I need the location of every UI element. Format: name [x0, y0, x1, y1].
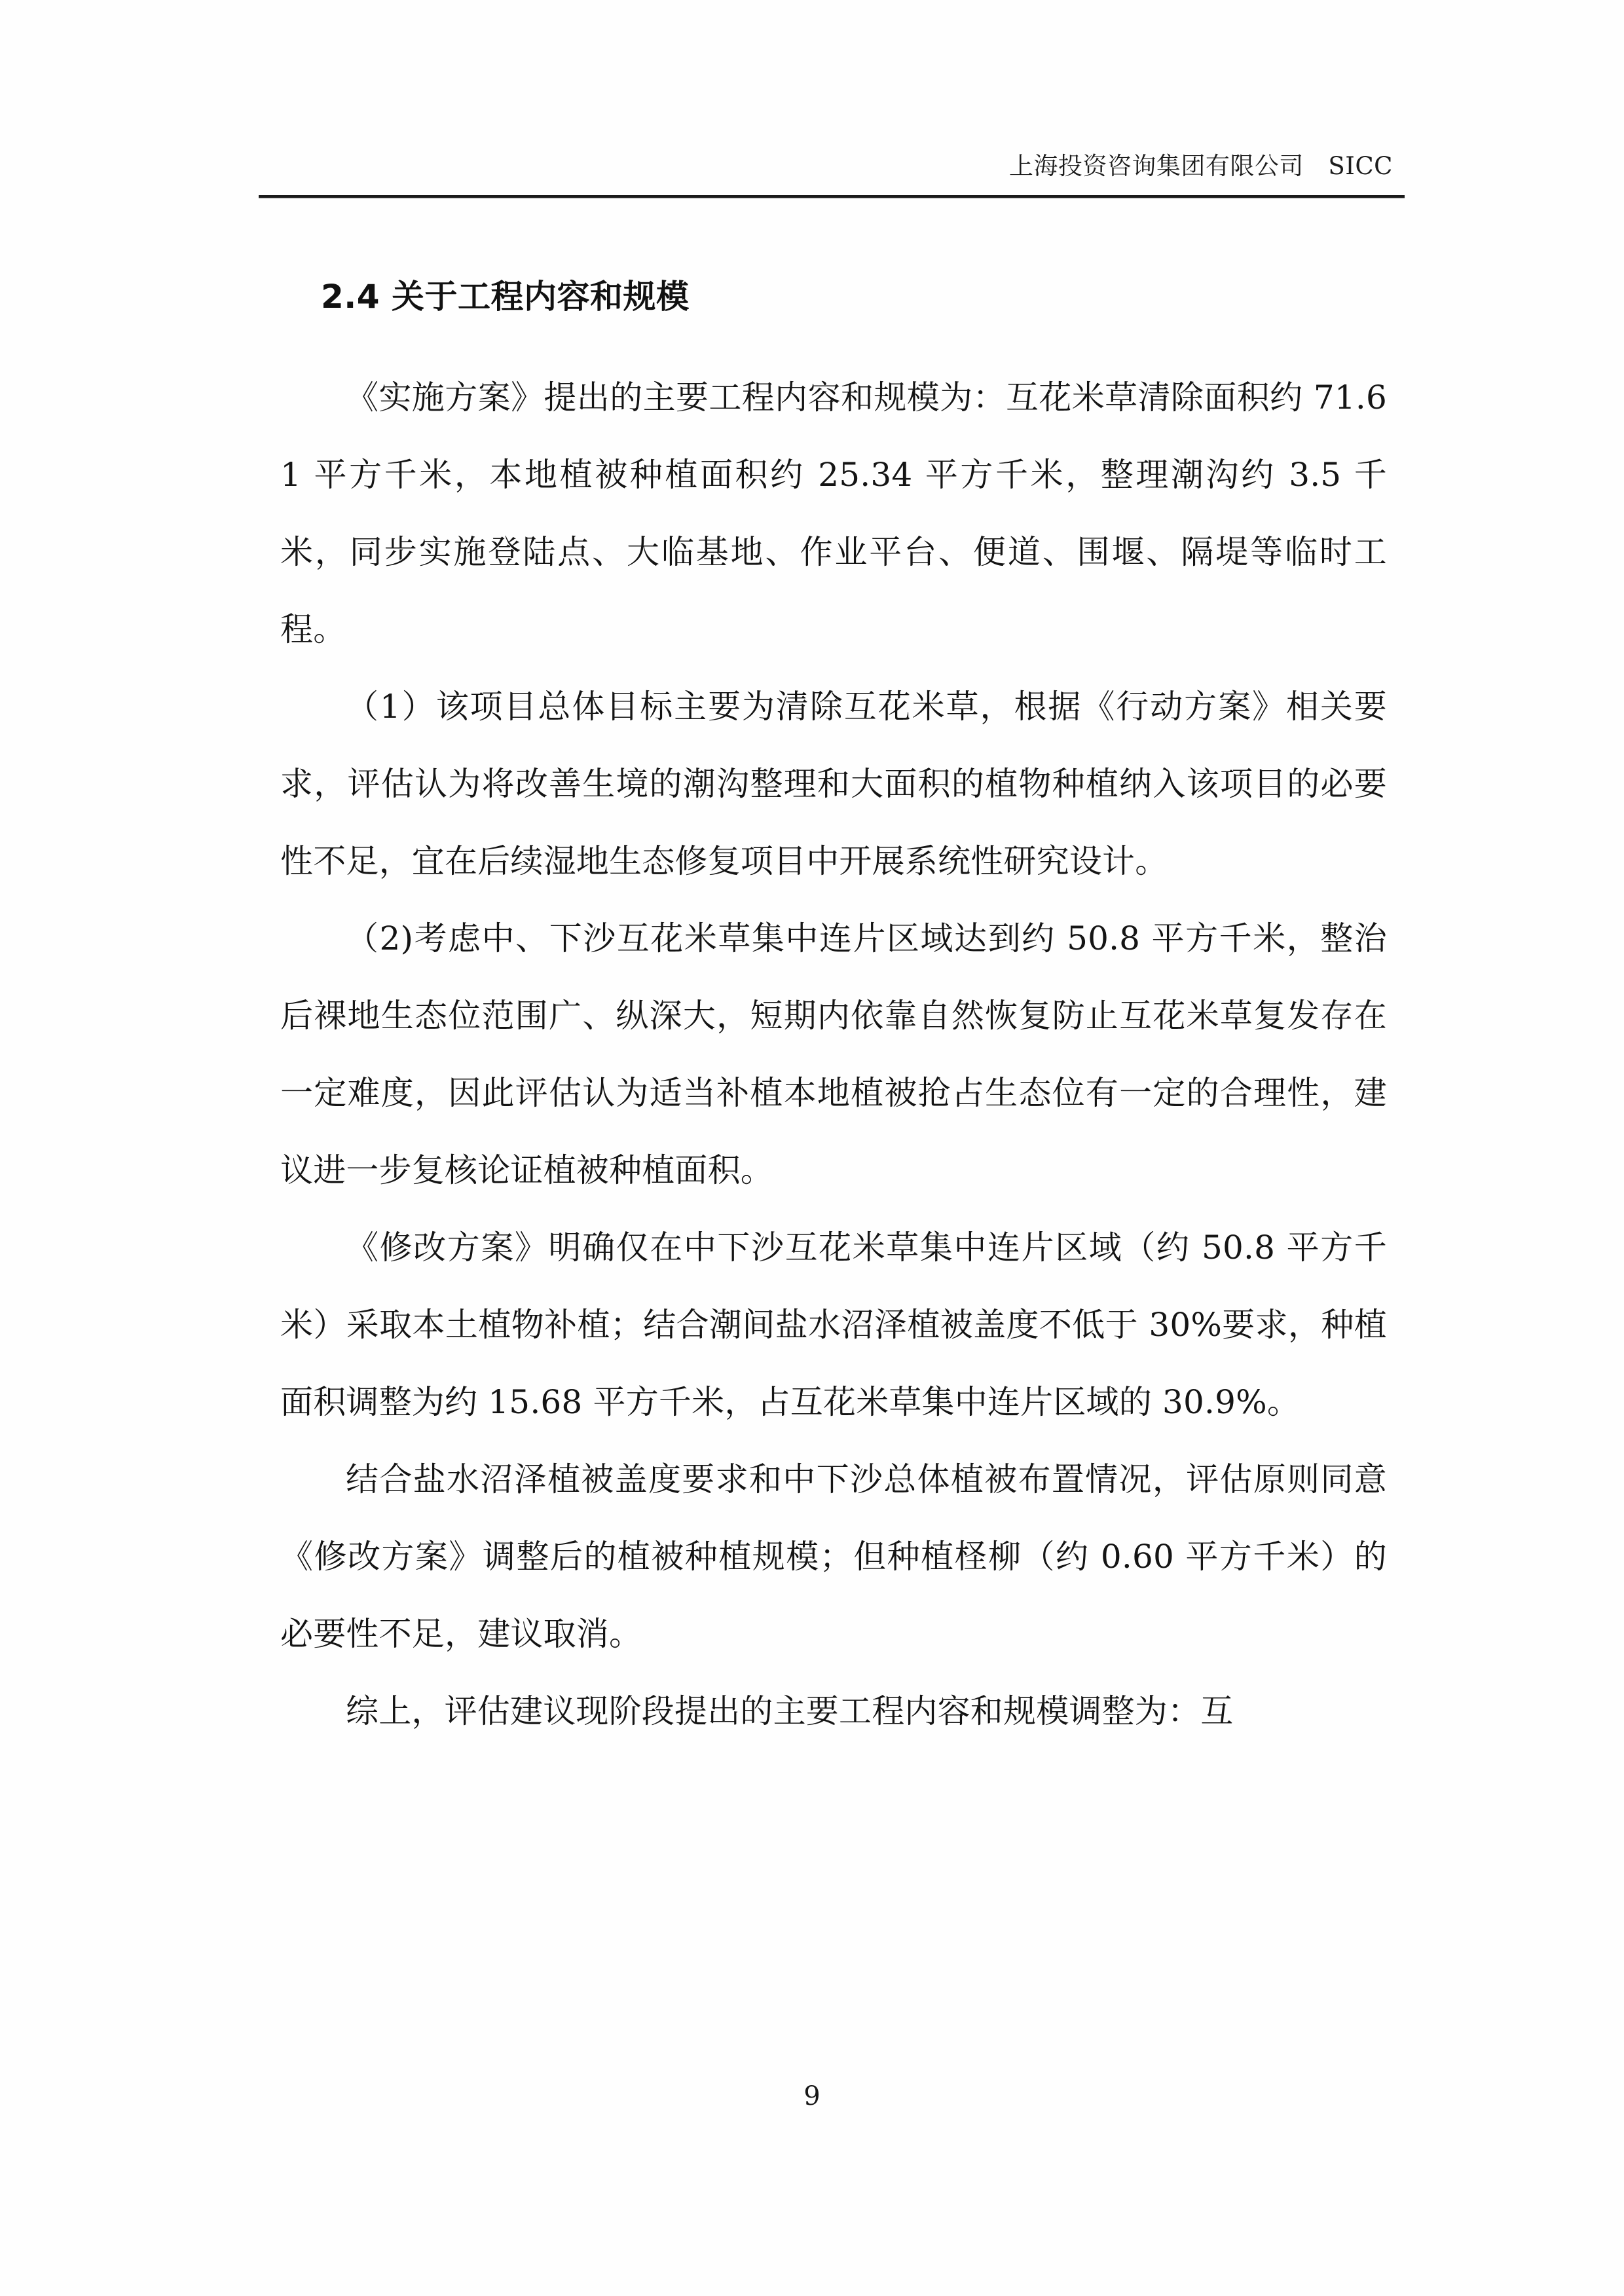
heading-spacer	[280, 320, 1387, 359]
header-company-name: 上海投资咨询集团有限公司 SICC	[1008, 152, 1393, 180]
paragraph-revised-plan: 《修改方案》明确仅在中下沙互花米草集中连片区域（约 50.8 平方千米）采取本土植物补植；结合潮间盐水沼泽植被盖度不低于 30%要求，种植面积调整为约 15.68 平方千米，占互花米草集中连片区域的 30.9%。	[280, 1228, 1387, 1421]
paragraph-conclusion: 综上，评估建议现阶段提出的主要工程内容和规模调整为：互	[346, 1692, 1234, 1730]
paragraph-item-2: （2)考虑中、下沙互花米草集中连片区域达到约 50.8 平方千米，整治后裸地生态位范围广、纵深大，短期内依靠自然恢复防止互花米草复发存在一定难度，因此评估认为适当补植本地植被抢占生态位有一定的合理性，建议进一步复核论证植被种植面积。	[280, 919, 1387, 1189]
document-body	[280, 275, 1387, 1750]
paragraph-item-1: （1）该项目总体目标主要为清除互花米草，根据《行动方案》相关要求，评估认为将改善生境的潮沟整理和大面积的植物种植纳入该项目的必要性不足，宜在后续湿地生态修复项目中开展系统性研究设计。	[280, 687, 1387, 880]
section-heading: 2.4 关于工程内容和规模	[321, 278, 690, 316]
paragraph-assessment: 结合盐水沼泽植被盖度要求和中下沙总体植被布置情况，评估原则同意《修改方案》调整后的植被种植规模；但种植柽柳（约 0.60 平方千米）的必要性不足，建议取消。	[280, 1460, 1387, 1653]
page-number: 9	[803, 2081, 821, 2111]
page-footer	[0, 2081, 1624, 2111]
running-header	[259, 152, 1405, 198]
header-divider-rule	[259, 195, 1405, 198]
paragraph-intro: 《实施方案》提出的主要工程内容和规模为：互花米草清除面积约 71.61 平方千米，本地植被种植面积约 25.34 平方千米，整理潮沟约 3.5 千米，同步实施登陆点、大临基地、作业平台、便道、围堰、隔堤等临时工程。	[280, 378, 1387, 648]
